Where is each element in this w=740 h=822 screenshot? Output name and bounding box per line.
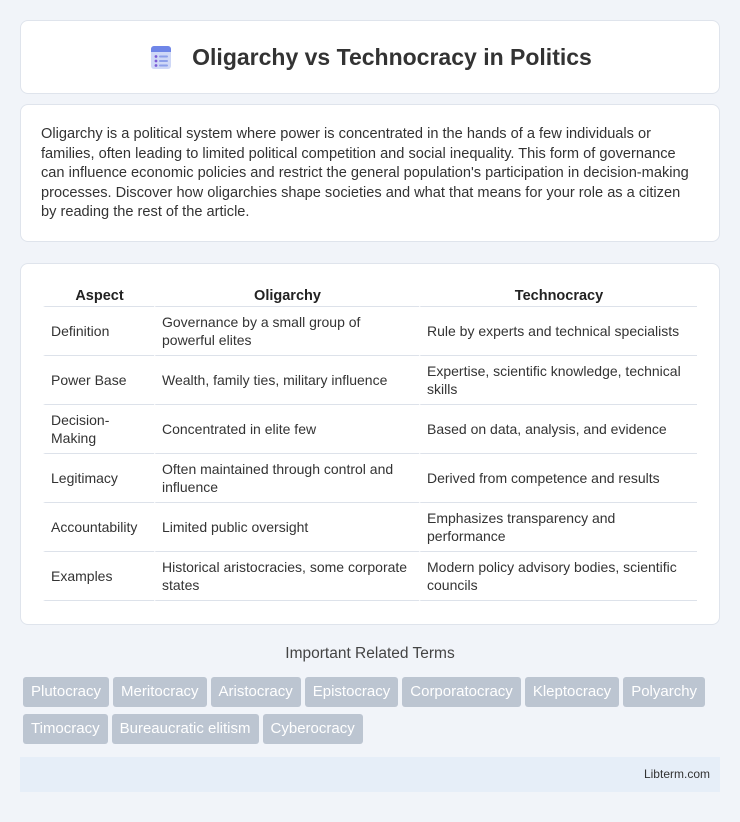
table-cell-technocracy: Derived from competence and results [419,454,697,503]
tag-timocracy[interactable]: Timocracy [23,714,108,744]
table-cell-technocracy: Based on data, analysis, and evidence [419,405,697,454]
table-cell-oligarchy: Wealth, family ties, military influence [154,356,419,405]
tag-cyberocracy[interactable]: Cyberocracy [263,714,363,744]
table-cell-technocracy: Emphasizes transparency and performance [419,503,697,552]
table-cell-oligarchy: Historical aristocracies, some corporate states [154,552,419,601]
table-row [43,307,697,356]
column-header-technocracy: Technocracy [419,282,697,307]
tag-polyarchy[interactable]: Polyarchy [623,677,705,707]
header-card [20,20,720,94]
table-cell-technocracy: Expertise, scientific knowledge, technical skills [419,356,697,405]
column-header-aspect: Aspect [43,282,154,307]
document-list-icon [148,43,174,71]
table-cell-aspect: Decision-Making [43,405,154,454]
table-row [43,503,697,552]
intro-card [20,104,720,242]
table-row [43,552,697,601]
tag-plutocracy[interactable]: Plutocracy [23,677,109,707]
table-row [43,356,697,405]
footer-site-link[interactable]: Libterm.com [643,767,710,781]
table-cell-aspect: Examples [43,552,154,601]
table-cell-aspect: Accountability [43,503,154,552]
table-cell-oligarchy: Often maintained through control and influence [154,454,419,503]
intro-text: Oligarchy is a political system where power is concentrated in the hands of a few individuals or families, often leading to limited political competition and social inequality. This form of governance can influence economic policies and restrict the general population's participation in decision-making processes. Discover how oligarchies shape societies and what that means for your role as a citizen by reading the rest of the article. [41,126,689,220]
table-cell-aspect: Definition [43,307,154,356]
table-cell-aspect: Legitimacy [43,454,154,503]
table-cell-oligarchy: Concentrated in elite few [154,405,419,454]
page-title: Oligarchy vs Technocracy in Politics [192,43,592,70]
footer [20,757,720,792]
related-terms-list [23,677,723,751]
tag-kleptocracy[interactable]: Kleptocracy [525,677,619,707]
table-cell-oligarchy: Limited public oversight [154,503,419,552]
tag-meritocracy[interactable]: Meritocracy [113,677,207,707]
related-terms-title: Important Related Terms [285,645,455,662]
column-header-oligarchy: Oligarchy [154,282,419,307]
tag-epistocracy[interactable]: Epistocracy [305,677,399,707]
comparison-table [43,282,697,601]
tag-bureaucratic-elitism[interactable]: Bureaucratic elitism [112,714,259,744]
table-cell-technocracy: Rule by experts and technical specialists [419,307,697,356]
tag-aristocracy[interactable]: Aristocracy [211,677,301,707]
table-row [43,454,697,503]
table-cell-aspect: Power Base [43,356,154,405]
comparison-table-card [20,263,720,625]
table-cell-technocracy: Modern policy advisory bodies, scientific councils [419,552,697,601]
table-cell-oligarchy: Governance by a small group of powerful elites [154,307,419,356]
tag-corporatocracy[interactable]: Corporatocracy [402,677,521,707]
table-row [43,405,697,454]
